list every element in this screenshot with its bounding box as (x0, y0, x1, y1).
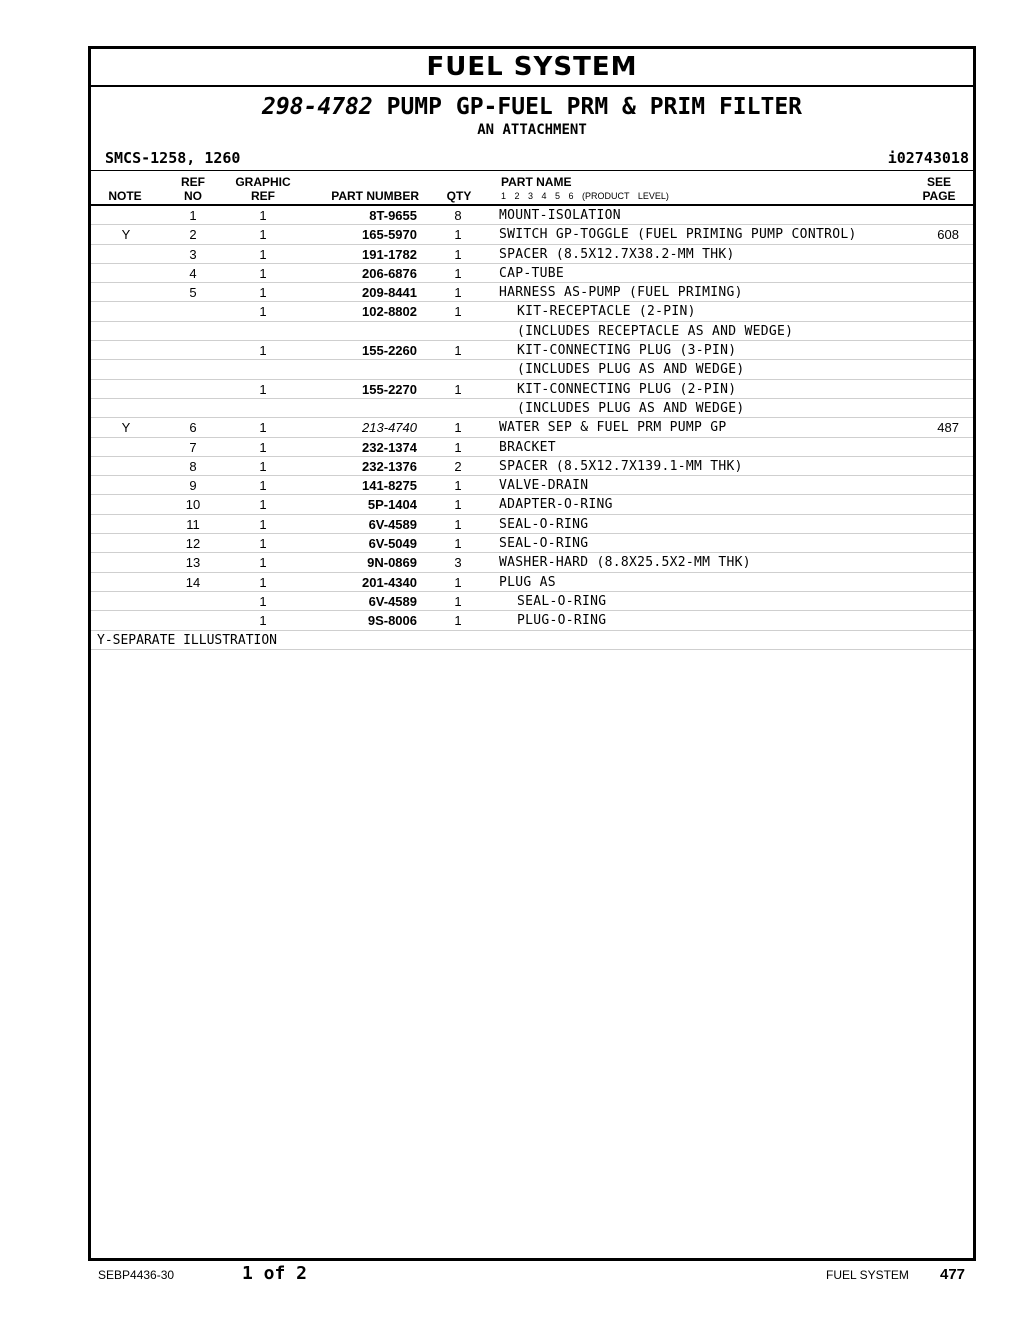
table-row (91, 438, 973, 457)
graphic-ref-cell: 1 (259, 439, 267, 455)
part-name-cell: KIT-RECEPTACLE (2-PIN) (517, 304, 696, 320)
part-number-cell: 206-6876 (362, 265, 417, 281)
part-number-cell: 209-8441 (362, 285, 417, 301)
table-row (91, 553, 973, 572)
part-number-cell: 201-4340 (362, 574, 417, 590)
page-title: FUEL SYSTEM (426, 52, 638, 82)
qty-cell: 1 (454, 536, 462, 552)
qty-cell: 1 (454, 227, 462, 243)
ref-no-cell: 4 (189, 265, 197, 281)
graphic-ref-cell: 1 (259, 265, 267, 281)
ref-no-cell: 13 (185, 555, 201, 571)
graphic-ref-cell: 1 (259, 574, 267, 590)
graphic-ref-cell: 1 (259, 516, 267, 532)
qty-cell: 1 (454, 516, 462, 532)
table-row (91, 418, 973, 437)
table-row (91, 322, 973, 341)
table-row (91, 264, 973, 283)
header-divider (91, 170, 973, 171)
col-header-graphic-ref: GRAPHIC REF (235, 175, 291, 203)
part-name-cell: BRACKET (499, 439, 556, 455)
graphic-ref-cell: 1 (259, 497, 267, 513)
smcs-codes: SMCS-1258, 1260 (105, 149, 241, 167)
graphic-ref-cell: 1 (259, 593, 267, 609)
qty-cell: 1 (454, 246, 462, 262)
qty-cell: 1 (454, 343, 462, 359)
col-header-see-page: SEE PAGE (922, 175, 956, 203)
ref-no-cell: 14 (185, 574, 201, 590)
qty-cell: 1 (454, 439, 462, 455)
ref-no-cell: 10 (185, 497, 201, 513)
col-header-product-levels: 1 2 3 4 5 6 (PRODUCT LEVEL) (501, 191, 669, 201)
ref-no-cell: 9 (189, 478, 197, 494)
part-number-cell: 141-8275 (362, 478, 417, 494)
part-name-cell: KIT-CONNECTING PLUG (3-PIN) (517, 343, 737, 359)
qty-cell: 2 (454, 458, 462, 474)
note-cell: Y (121, 227, 131, 243)
part-number-cell: 232-1376 (362, 458, 417, 474)
table-row (91, 245, 973, 264)
note-cell: Y (121, 420, 131, 436)
table-row (91, 399, 973, 418)
qty-cell: 1 (454, 613, 462, 629)
part-number-cell: 8T-9655 (369, 208, 417, 223)
ref-no-cell: 8 (189, 458, 197, 474)
qty-cell: 1 (454, 497, 462, 513)
table-row (91, 380, 973, 399)
group-heading (91, 93, 973, 121)
subtitle: AN ATTACHMENT (477, 122, 587, 138)
table-row (91, 515, 973, 534)
part-name-cell: SPACER (8.5X12.7X38.2-MM THK) (499, 246, 735, 262)
group-part-number: 298-4782 (261, 94, 373, 120)
part-number-cell: 191-1782 (362, 246, 417, 262)
ref-no-cell: 6 (189, 420, 197, 436)
table-row (91, 206, 973, 225)
part-number-cell: 155-2270 (362, 381, 417, 397)
part-name-cell: SWITCH GP-TOGGLE (FUEL PRIMING PUMP CONTROL) (499, 227, 857, 243)
table-row (91, 476, 973, 495)
footnote-text: Y-SEPARATE ILLUSTRATION (97, 632, 278, 648)
ref-no-cell: 11 (186, 516, 200, 532)
see-page-cell: 608 (937, 227, 959, 243)
illustration-id: i02743018 (887, 149, 969, 167)
graphic-ref-cell: 1 (259, 536, 267, 552)
col-header-note: NOTE (108, 189, 142, 203)
qty-cell: 1 (454, 265, 462, 281)
graphic-ref-cell: 1 (259, 478, 267, 494)
table-row (91, 341, 973, 360)
part-name-cell: PLUG AS (499, 574, 556, 590)
qty-cell: 8 (454, 208, 462, 223)
part-name-cell: SEAL-O-RING (499, 516, 589, 532)
part-name-cell: KIT-CONNECTING PLUG (2-PIN) (517, 381, 737, 397)
table-row (91, 302, 973, 321)
graphic-ref-cell: 1 (259, 613, 267, 629)
footer-section: FUEL SYSTEM (826, 1268, 909, 1282)
part-number-cell: 213-4740 (362, 420, 417, 436)
graphic-ref-cell: 1 (259, 208, 267, 223)
part-name-cell: WATER SEP & FUEL PRM PUMP GP (499, 420, 727, 436)
table-row (91, 457, 973, 476)
part-name-cell: CAP-TUBE (499, 265, 565, 281)
qty-cell: 1 (454, 381, 462, 397)
part-name-cell: (INCLUDES PLUG AS AND WEDGE) (517, 362, 745, 378)
part-name-cell: VALVE-DRAIN (499, 478, 589, 494)
footer-page-number: 477 (940, 1266, 966, 1283)
title-box (91, 49, 973, 87)
col-header-qty: QTY (446, 189, 472, 203)
part-name-cell: WASHER-HARD (8.8X25.5X2-MM THK) (499, 555, 751, 571)
part-name-cell: SPACER (8.5X12.7X139.1-MM THK) (499, 458, 743, 474)
part-name-cell: (INCLUDES PLUG AS AND WEDGE) (517, 400, 745, 416)
col-header-part-number: PART NUMBER (331, 189, 419, 203)
qty-cell: 1 (454, 304, 462, 320)
table-row (91, 573, 973, 592)
ref-no-cell: 2 (189, 227, 197, 243)
qty-cell: 1 (454, 285, 462, 301)
table-row (91, 283, 973, 302)
ref-no-cell: 1 (189, 208, 197, 223)
ref-no-cell: 7 (189, 439, 197, 455)
part-name-cell: HARNESS AS-PUMP (FUEL PRIMING) (499, 285, 743, 301)
col-header-part-name: PART NAME (501, 175, 572, 189)
part-number-cell: 6V-5049 (368, 536, 417, 552)
part-number-cell: 9S-8006 (367, 613, 417, 629)
part-number-cell: 9N-0869 (367, 555, 417, 571)
table-row (91, 495, 973, 514)
part-name-cell: MOUNT-ISOLATION (499, 208, 621, 223)
page-frame (88, 46, 976, 1261)
group-name: PUMP GP-FUEL PRM & PRIM FILTER (386, 94, 803, 120)
graphic-ref-cell: 1 (259, 285, 267, 301)
graphic-ref-cell: 1 (259, 381, 267, 397)
qty-cell: 1 (454, 420, 462, 436)
part-name-cell: (INCLUDES RECEPTACLE AS AND WEDGE) (517, 323, 794, 339)
table-row (91, 225, 973, 244)
part-number-cell: 102-8802 (362, 304, 417, 320)
table-row (91, 611, 973, 630)
part-number-cell: 165-5970 (362, 227, 417, 243)
ref-no-cell: 5 (189, 285, 197, 301)
part-number-cell: 232-1374 (362, 439, 417, 455)
table-row (91, 592, 973, 611)
table-row (91, 360, 973, 379)
graphic-ref-cell: 1 (259, 458, 267, 474)
qty-cell: 1 (454, 593, 462, 609)
see-page-cell: 487 (937, 420, 959, 436)
graphic-ref-cell: 1 (259, 227, 267, 243)
part-number-cell: 5P-1404 (367, 497, 417, 513)
footer-doc-id: SEBP4436-30 (98, 1268, 175, 1282)
part-name-cell: SEAL-O-RING (499, 536, 589, 552)
ref-no-cell: 3 (189, 246, 197, 262)
qty-cell: 1 (454, 478, 462, 494)
part-number-cell: 155-2260 (362, 343, 417, 359)
graphic-ref-cell: 1 (259, 304, 267, 320)
footer-page-of: 1 of 2 (242, 1263, 308, 1284)
part-name-cell: SEAL-O-RING (517, 593, 607, 609)
part-name-cell: ADAPTER-O-RING (499, 497, 613, 513)
graphic-ref-cell: 1 (259, 420, 267, 436)
table-row (91, 534, 973, 553)
qty-cell: 3 (454, 555, 462, 571)
col-header-ref-no: REF NO (181, 175, 205, 203)
parts-table (91, 204, 973, 650)
part-number-cell: 6V-4589 (368, 516, 417, 532)
qty-cell: 1 (454, 574, 462, 590)
part-number-cell: 6V-4589 (368, 593, 417, 609)
footnote-row (91, 631, 973, 650)
part-name-cell: PLUG-O-RING (517, 613, 607, 629)
ref-no-cell: 12 (185, 536, 201, 552)
graphic-ref-cell: 1 (259, 555, 267, 571)
graphic-ref-cell: 1 (259, 246, 267, 262)
graphic-ref-cell: 1 (259, 343, 267, 359)
